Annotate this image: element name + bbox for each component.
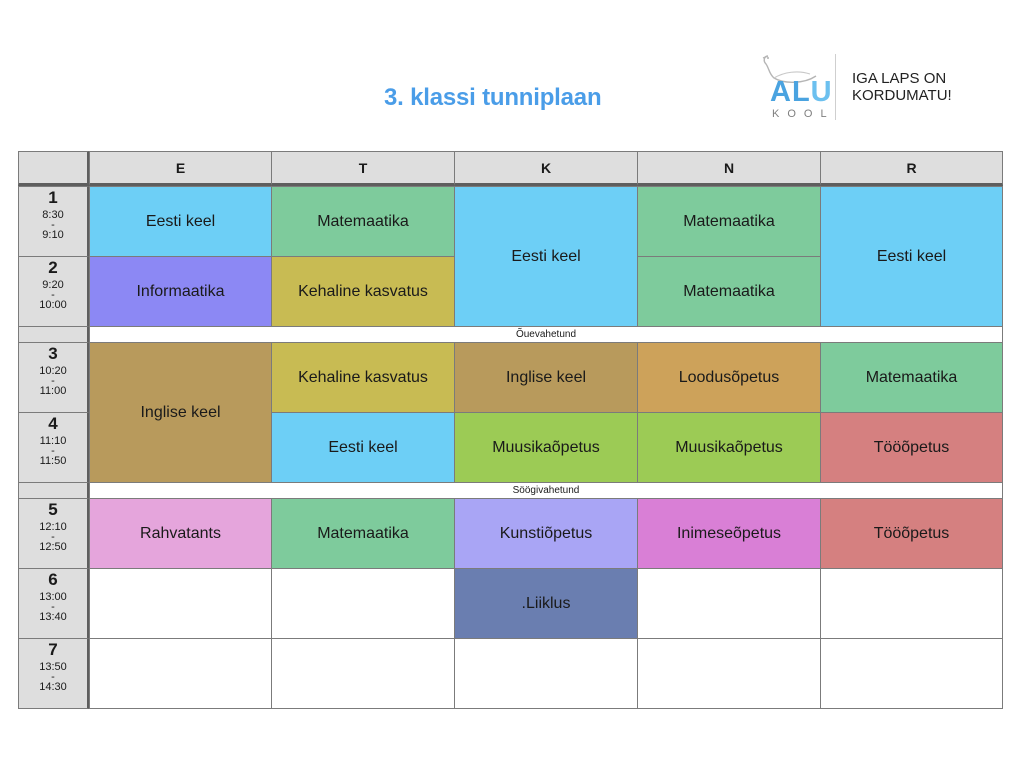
empty-cell[interactable] — [820, 568, 1003, 639]
period-start-time: 11:10 — [39, 435, 67, 447]
empty-cell[interactable] — [89, 568, 272, 639]
period-cell — [18, 186, 90, 257]
lesson-cell[interactable]: Kunstiõpetus — [454, 498, 638, 569]
lesson-cell[interactable]: Informaatika — [89, 256, 272, 327]
period-number: 1 — [48, 188, 58, 207]
period-end-time: 9:10 — [42, 229, 64, 241]
period-time-separator: - — [51, 445, 55, 457]
period-end-time: 12:50 — [39, 541, 67, 553]
period-time-separator: - — [51, 375, 55, 387]
period-start-time: 10:20 — [39, 365, 67, 377]
break-row: Õuevahetund — [89, 326, 1003, 343]
lesson-cell[interactable]: Loodusõpetus — [637, 342, 821, 413]
header-corner — [18, 151, 90, 186]
day-header: T — [271, 151, 455, 186]
period-number: 4 — [48, 414, 58, 433]
lesson-cell[interactable]: Tööõpetus — [820, 498, 1003, 569]
period-cell — [18, 256, 90, 327]
period-start-time: 12:10 — [39, 521, 67, 533]
break-time-cell — [18, 482, 90, 499]
day-header: E — [89, 151, 272, 186]
period-cell — [18, 638, 90, 709]
period-cell — [18, 498, 90, 569]
lesson-cell[interactable]: Eesti keel — [454, 186, 638, 327]
period-end-time: 11:00 — [39, 385, 67, 397]
lesson-cell[interactable]: Matemaatika — [637, 256, 821, 327]
break-time-cell — [18, 326, 90, 343]
empty-cell[interactable] — [271, 568, 455, 639]
lesson-cell[interactable]: Eesti keel — [89, 186, 272, 257]
day-header: K — [454, 151, 638, 186]
lesson-cell[interactable]: Muusikaõpetus — [637, 412, 821, 483]
lesson-cell[interactable]: Matemaatika — [820, 342, 1003, 413]
empty-cell[interactable] — [454, 638, 638, 709]
lesson-cell[interactable]: Kehaline kasvatus — [271, 256, 455, 327]
page-title: 3. klassi tunniplaan — [384, 84, 602, 111]
period-cell — [18, 342, 90, 413]
period-number: 2 — [48, 258, 58, 277]
period-number: 7 — [48, 640, 58, 659]
period-end-time: 11:50 — [39, 455, 67, 467]
school-logo — [760, 52, 980, 124]
period-number: 6 — [48, 570, 58, 589]
period-time-separator: - — [51, 671, 55, 683]
period-end-time: 13:40 — [39, 611, 67, 623]
lesson-cell[interactable]: Inglise keel — [454, 342, 638, 413]
period-start-time: 8:30 — [42, 209, 64, 221]
lesson-cell[interactable]: Kehaline kasvatus — [271, 342, 455, 413]
logo-slogan: IGA LAPS ON KORDUMATU! — [852, 70, 952, 104]
empty-cell[interactable] — [637, 568, 821, 639]
lesson-cell[interactable]: Tööõpetus — [820, 412, 1003, 483]
period-cell — [18, 568, 90, 639]
lesson-cell[interactable]: Matemaatika — [637, 186, 821, 257]
period-start-time: 13:50 — [39, 661, 67, 673]
period-time-separator: - — [51, 601, 55, 613]
logo-subtitle: KOOL — [772, 108, 835, 120]
break-row: Söögivahetund — [89, 482, 1003, 499]
lesson-cell[interactable]: Eesti keel — [271, 412, 455, 483]
logo-wordmark: ALU — [770, 76, 833, 108]
day-header: R — [820, 151, 1003, 186]
period-time-separator: - — [51, 531, 55, 543]
lesson-cell[interactable]: Eesti keel — [820, 186, 1003, 327]
lesson-cell[interactable]: Rahvatants — [89, 498, 272, 569]
lesson-cell[interactable]: Matemaatika — [271, 186, 455, 257]
lesson-cell[interactable]: Matemaatika — [271, 498, 455, 569]
period-number: 3 — [48, 344, 58, 363]
period-cell — [18, 412, 90, 483]
empty-cell[interactable] — [637, 638, 821, 709]
empty-cell[interactable] — [271, 638, 455, 709]
period-time-separator: - — [51, 289, 55, 301]
lesson-cell[interactable]: Inimeseõpetus — [637, 498, 821, 569]
empty-cell[interactable] — [89, 638, 272, 709]
empty-cell[interactable] — [820, 638, 1003, 709]
period-time-separator: - — [51, 219, 55, 231]
lesson-cell[interactable]: Inglise keel — [89, 342, 272, 483]
period-end-time: 10:00 — [39, 299, 67, 311]
lesson-cell[interactable]: Muusikaõpetus — [454, 412, 638, 483]
logo-divider — [835, 54, 836, 120]
period-end-time: 14:30 — [39, 681, 67, 693]
day-header: N — [637, 151, 821, 186]
period-start-time: 9:20 — [42, 279, 64, 291]
period-start-time: 13:00 — [39, 591, 67, 603]
lesson-cell[interactable]: .Liiklus — [454, 568, 638, 639]
period-number: 5 — [48, 500, 58, 519]
